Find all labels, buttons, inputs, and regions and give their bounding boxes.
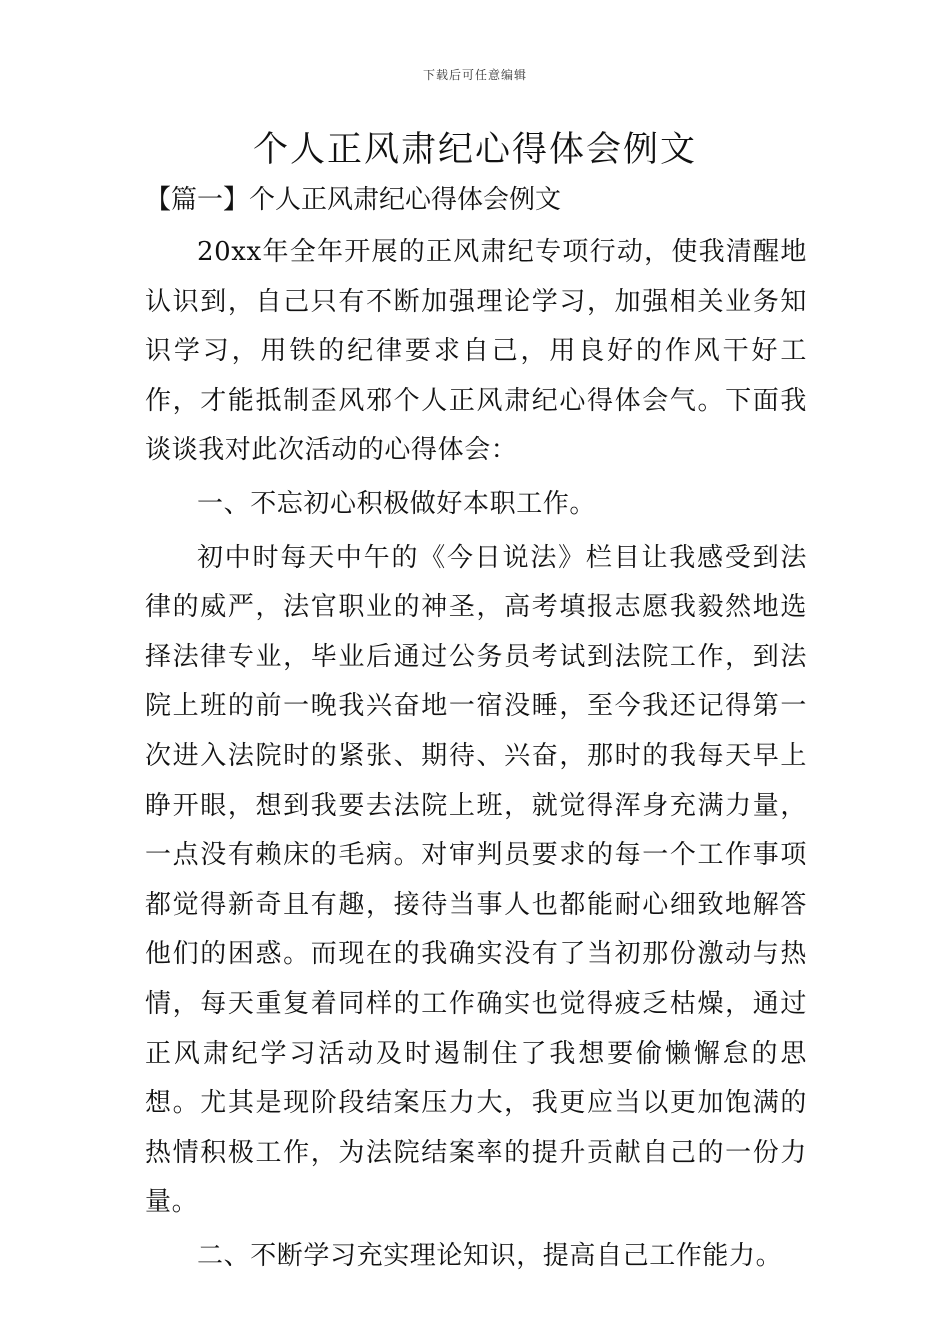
paragraph-1: 初中时每天中午的《今日说法》栏目让我感受到法律的威严，法官职业的神圣，高考填报志愿我毅然地选择法律专业，毕业后通过公务员考试到法院工作，到法院上班的前一晚我兴奋地一宿没睡，至今我还记得第一次进入法院时的紧张、期待、兴奋，那时的我每天早上睁开眼，想到我要去法院上班，就觉得浑身充满力量，一点没有赖床的毛病。对审判员要求的每一个工作事项都觉得新奇且有趣，接待当事人也都能耐心细致地解答他们的困惑。而现在的我确实没有了当初那份激动与热情，每天重复着同样的工作确实也觉得疲乏枯燥，通过正风肃纪学习活动及时遏制住了我想要偷懒懈怠的思想。尤其是现阶段结案压力大，我更应当以更加饱满的热情积极工作，为法院结案率的提升贡献自己的一份力量。 <box>145 542 807 1218</box>
document-body <box>145 228 807 1285</box>
subheading-2: 二、不断学习充实理论知识，提高自己工作能力。 <box>197 1240 783 1271</box>
section-heading: 【篇一】个人正风肃纪心得体会例文 <box>145 185 562 215</box>
paragraph-intro: 20xx年全年开展的正风肃纪专项行动，使我清醒地认识到，自己只有不断加强理论学习，加强相关业务知识学习，用铁的纪律要求自己，用良好的作风干好工作，才能抵制歪风邪个人正风肃纪心得体会气。下面我谈谈我对此次活动的心得体会： <box>145 237 807 466</box>
document-title: 个人正风肃纪心得体会例文 <box>252 130 697 170</box>
header-note: 下载后可任意编辑 <box>422 68 527 82</box>
subheading-1: 一、不忘初心积极做好本职工作。 <box>197 488 597 519</box>
